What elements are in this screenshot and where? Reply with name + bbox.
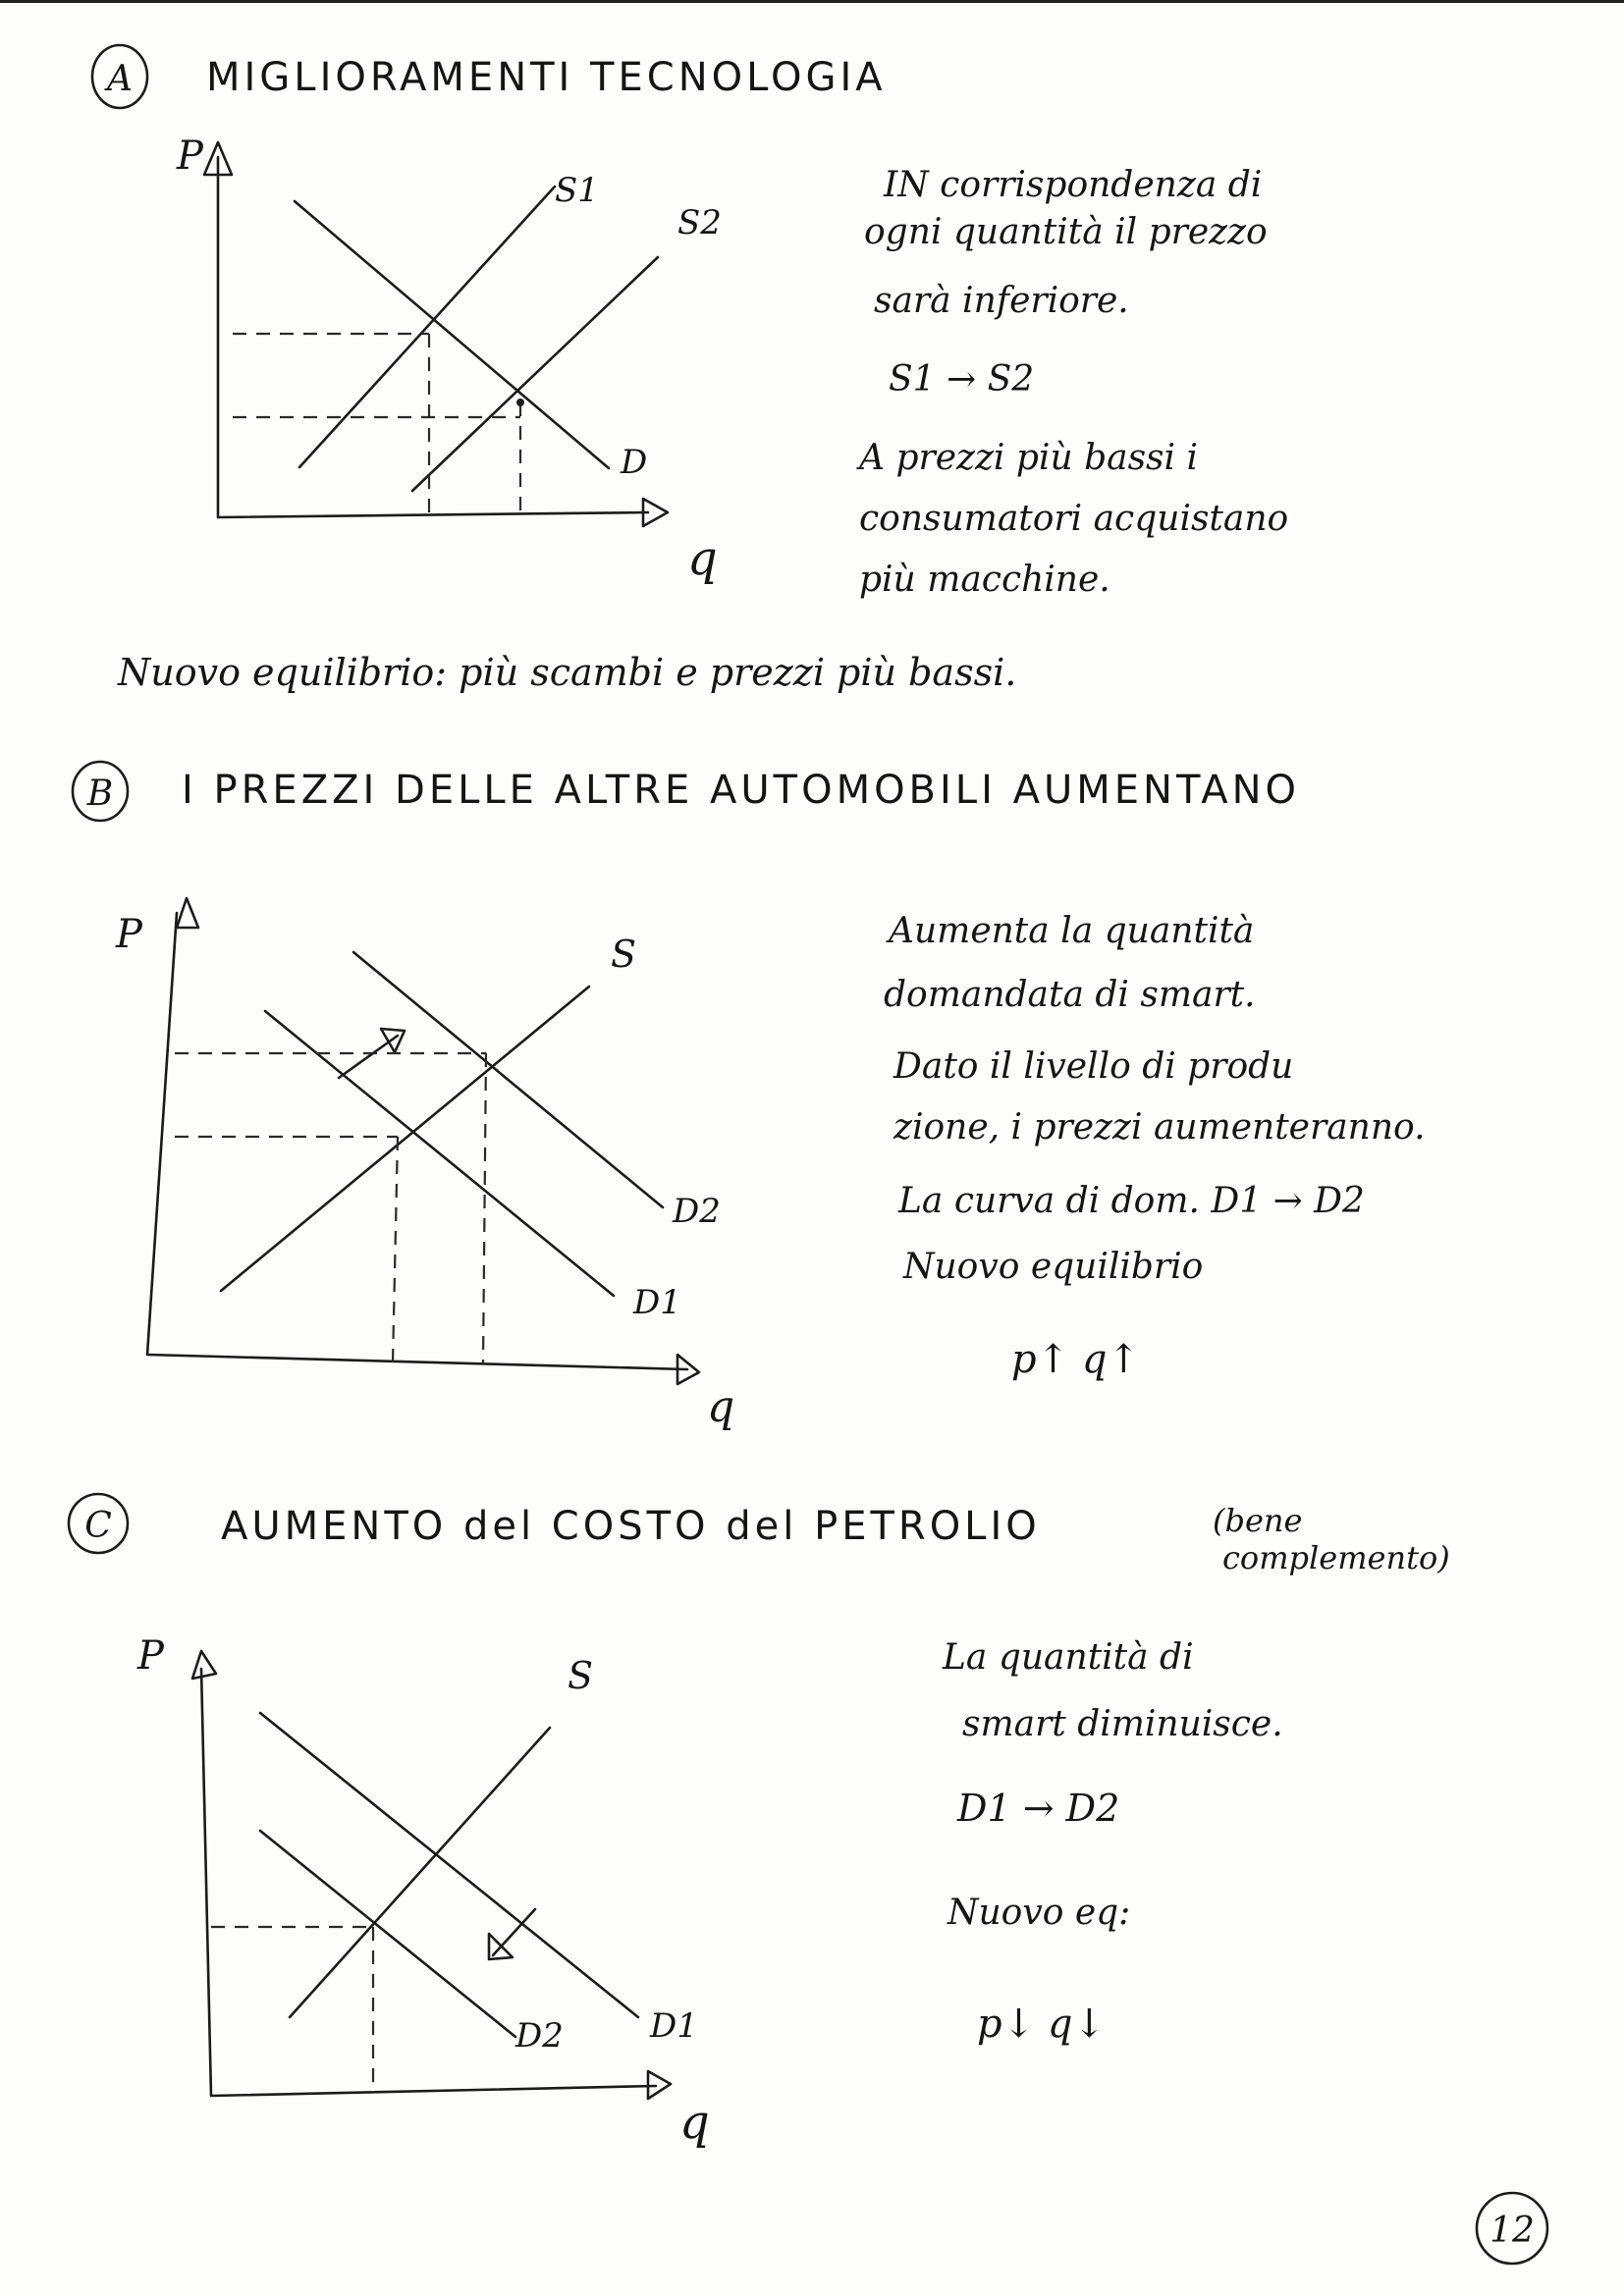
note-line: D1 → D2 [957,1787,1120,1830]
note-line: La curva di dom. D1 → D2 [898,1181,1365,1221]
q-axis-label: q [707,1382,735,1432]
p-axis-label: P [177,133,203,179]
note-line: domandata di smart. [884,975,1256,1015]
section-b-title: I PREZZI DELLE ALTRE AUTOMOBILI AUMENTANO [182,768,1301,813]
axis-lines [218,157,648,517]
note-line: p↑ q↑ [1011,1337,1140,1382]
note-line: consumatori acquistano [859,499,1289,539]
section-c-header [69,1494,1450,1576]
note-line: sarà inferiore. [874,281,1129,321]
supply-curve-s1 [299,187,555,467]
q-axis-label: q [687,531,718,586]
s-label: S [568,1654,594,1697]
d2-label: D2 [673,1192,721,1231]
p-axis-label: P [116,912,142,957]
quantity-guide-new [483,1053,486,1364]
section-a-conclusion: Nuovo equilibrio: più scambi e prezzi più bassi. [118,651,1017,694]
section-a-notes [856,165,1288,600]
section-c-graph [136,1633,710,2150]
note-line: S1 → S2 [889,359,1035,400]
note-line: smart diminuisce. [962,1704,1283,1744]
axis-lines [147,913,687,1369]
demand-curve-d2 [353,952,663,1207]
d2-label: D2 [515,2016,564,2056]
section-c-notes [942,1637,1283,2047]
page-number-text: 12 [1489,2211,1535,2251]
note-line: A prezzi più bassi i [859,438,1199,478]
d-label: D [621,443,648,482]
section-c-title-note: complemento) [1222,1539,1450,1576]
section-c-title-note: (bene [1213,1502,1303,1539]
note-line: zione, i prezzi aumenteranno. [893,1107,1426,1148]
section-b-notes [884,911,1426,1382]
note-line: p↓ q↓ [977,2002,1106,2047]
note-line: Nuovo eq: [947,1893,1131,1933]
note-line: La quantità di [943,1637,1194,1678]
note-line: Dato il livello di produ [893,1046,1294,1087]
note-line: IN corrispondenza di [884,165,1263,205]
note-line: più macchine. [859,560,1110,600]
s-label: S [611,933,637,976]
section-b-graph [115,898,734,1432]
p-axis-label: P [137,1633,164,1679]
section-b-header [73,762,1300,821]
page-number [1477,2193,1547,2264]
note-line: ogni quantità il prezzo [864,212,1268,252]
demand-curve-d1 [260,1713,638,2017]
s1-label: S1 [555,171,599,210]
d1-label: D1 [633,1283,681,1322]
section-c-letter: C [84,1506,112,1546]
d1-label: D1 [650,2006,698,2046]
demand-curve-d [295,201,609,468]
section-b-letter: B [86,774,114,814]
p-axis-arrow-icon [192,1651,216,1679]
q-axis-label: q [679,2095,710,2150]
section-c-title: AUMENTO del COSTO del PETROLIO [221,1504,1041,1549]
quantity-guide-old [393,1137,398,1362]
axis-lines [201,1669,656,2096]
note-line: Nuovo equilibrio [903,1247,1204,1287]
section-a-header [92,45,887,108]
section-a-graph [176,133,722,586]
p-axis-arrow-icon [177,898,198,928]
section-a-title: MIGLIORAMENTI TECNOLOGIA [206,55,887,100]
supply-curve-s [290,1728,550,2017]
equilibrium-point [516,399,524,406]
section-a-letter: A [107,59,133,99]
s2-label: S2 [677,203,722,242]
note-line: Aumenta la quantità [889,911,1255,951]
